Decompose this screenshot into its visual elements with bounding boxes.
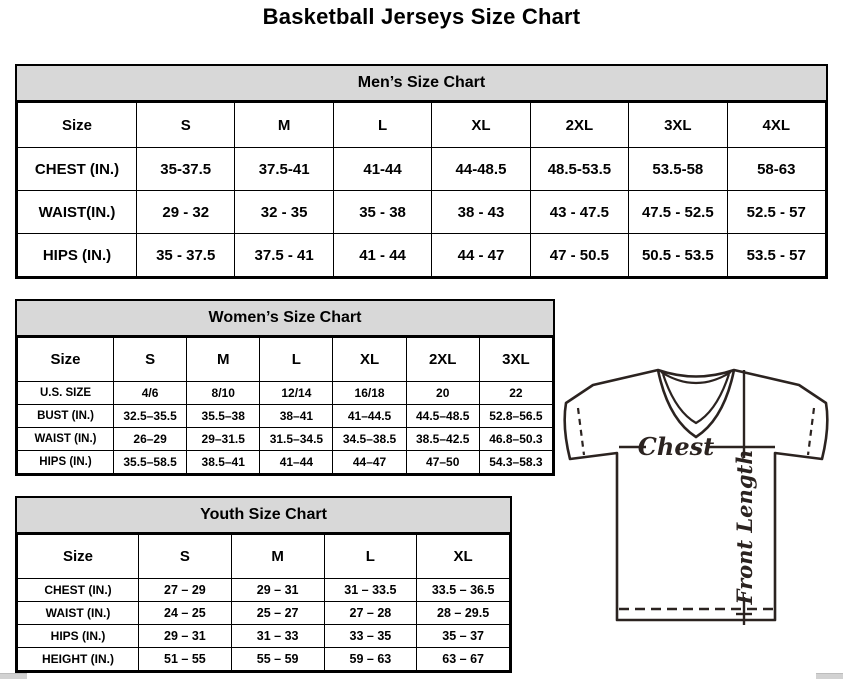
size-column-label: Size: [18, 338, 114, 382]
size-value-cell: 8/10: [187, 382, 260, 405]
size-value-cell: 20: [406, 382, 479, 405]
table-row: [18, 234, 826, 277]
size-value-cell: 29 – 31: [231, 579, 324, 602]
horizontal-scrollbar-fragment-left[interactable]: [0, 673, 27, 679]
size-value-cell: 55 – 59: [231, 648, 324, 671]
row-label: WAIST(IN.): [18, 191, 137, 234]
size-value-cell: 41-44: [333, 148, 431, 191]
front-length-label: Front Length: [732, 449, 757, 605]
size-header-cell: L: [260, 338, 333, 382]
size-value-cell: 46.8–50.3: [479, 428, 552, 451]
size-value-cell: 31 – 33.5: [324, 579, 417, 602]
size-header-cell: L: [333, 103, 431, 148]
jersey-measurement-diagram: [556, 361, 834, 629]
size-value-cell: 4/6: [114, 382, 187, 405]
table-row: [18, 602, 510, 625]
size-header-cell: M: [235, 103, 333, 148]
size-value-cell: 58-63: [727, 148, 825, 191]
row-label: CHEST (IN.): [18, 148, 137, 191]
size-value-cell: 35.5–38: [187, 405, 260, 428]
header-row: [18, 338, 553, 382]
size-value-cell: 35.5–58.5: [114, 451, 187, 474]
size-value-cell: 53.5 - 57: [727, 234, 825, 277]
row-label: HIPS (IN.): [18, 451, 114, 474]
size-value-cell: 52.8–56.5: [479, 405, 552, 428]
size-header-cell: S: [114, 338, 187, 382]
youth-size-chart: [15, 496, 512, 673]
size-value-cell: 59 – 63: [324, 648, 417, 671]
size-value-cell: 28 – 29.5: [417, 602, 510, 625]
mens-chart-title: Men’s Size Chart: [17, 66, 826, 102]
size-header-cell: XL: [432, 103, 530, 148]
table-row: [18, 625, 510, 648]
size-value-cell: 26–29: [114, 428, 187, 451]
size-value-cell: 27 – 28: [324, 602, 417, 625]
size-value-cell: 37.5 - 41: [235, 234, 333, 277]
size-header-cell: M: [187, 338, 260, 382]
size-value-cell: 25 – 27: [231, 602, 324, 625]
youth-chart-title: Youth Size Chart: [17, 498, 510, 534]
row-label: HIPS (IN.): [18, 234, 137, 277]
size-value-cell: 63 – 67: [417, 648, 510, 671]
size-value-cell: 32.5–35.5: [114, 405, 187, 428]
size-value-cell: 22: [479, 382, 552, 405]
table-row: [18, 382, 553, 405]
mens-size-table: [17, 102, 826, 277]
size-value-cell: 29 - 32: [137, 191, 235, 234]
size-value-cell: 33 – 35: [324, 625, 417, 648]
table-row: [18, 579, 510, 602]
size-value-cell: 41 - 44: [333, 234, 431, 277]
size-value-cell: 31 – 33: [231, 625, 324, 648]
size-column-label: Size: [18, 535, 139, 579]
size-value-cell: 37.5-41: [235, 148, 333, 191]
size-header-cell: 3XL: [479, 338, 552, 382]
size-value-cell: 44 - 47: [432, 234, 530, 277]
size-value-cell: 41–44: [260, 451, 333, 474]
size-value-cell: 38–41: [260, 405, 333, 428]
size-header-cell: XL: [333, 338, 406, 382]
size-value-cell: 35 - 38: [333, 191, 431, 234]
row-label: WAIST (IN.): [18, 602, 139, 625]
jersey-outline-icon: [565, 370, 828, 620]
size-value-cell: 34.5–38.5: [333, 428, 406, 451]
table-row: [18, 451, 553, 474]
size-value-cell: 52.5 - 57: [727, 191, 825, 234]
page-title: Basketball Jerseys Size Chart: [262, 4, 581, 29]
size-value-cell: 31.5–34.5: [260, 428, 333, 451]
table-row: [18, 405, 553, 428]
size-value-cell: 24 – 25: [139, 602, 232, 625]
table-row: [18, 148, 826, 191]
size-value-cell: 35 - 37.5: [137, 234, 235, 277]
womens-chart-title: Women’s Size Chart: [17, 301, 553, 337]
youth-size-table: [17, 534, 510, 671]
size-value-cell: 33.5 – 36.5: [417, 579, 510, 602]
size-column-label: Size: [18, 103, 137, 148]
size-value-cell: 38 - 43: [432, 191, 530, 234]
size-value-cell: 35 – 37: [417, 625, 510, 648]
size-header-cell: M: [231, 535, 324, 579]
size-value-cell: 47–50: [406, 451, 479, 474]
size-value-cell: 44–47: [333, 451, 406, 474]
size-header-cell: 2XL: [406, 338, 479, 382]
size-value-cell: 47.5 - 52.5: [629, 191, 727, 234]
size-value-cell: 16/18: [333, 382, 406, 405]
mens-size-chart: [15, 64, 828, 279]
size-header-cell: 3XL: [629, 103, 727, 148]
size-value-cell: 53.5-58: [629, 148, 727, 191]
size-value-cell: 50.5 - 53.5: [629, 234, 727, 277]
row-label: BUST (IN.): [18, 405, 114, 428]
horizontal-scrollbar-fragment-right[interactable]: [816, 673, 843, 679]
table-row: [18, 191, 826, 234]
size-value-cell: 32 - 35: [235, 191, 333, 234]
size-header-cell: XL: [417, 535, 510, 579]
womens-size-chart: [15, 299, 555, 476]
size-value-cell: 27 – 29: [139, 579, 232, 602]
table-row: [18, 648, 510, 671]
header-row: [18, 535, 510, 579]
size-header-cell: S: [139, 535, 232, 579]
row-label: CHEST (IN.): [18, 579, 139, 602]
size-value-cell: 48.5-53.5: [530, 148, 628, 191]
row-label: HIPS (IN.): [18, 625, 139, 648]
size-value-cell: 29–31.5: [187, 428, 260, 451]
size-value-cell: 51 – 55: [139, 648, 232, 671]
size-value-cell: 35-37.5: [137, 148, 235, 191]
row-label: HEIGHT (IN.): [18, 648, 139, 671]
size-header-cell: 4XL: [727, 103, 825, 148]
size-value-cell: 12/14: [260, 382, 333, 405]
size-value-cell: 41–44.5: [333, 405, 406, 428]
chest-label: Chest: [637, 432, 715, 461]
size-value-cell: 38.5–42.5: [406, 428, 479, 451]
size-value-cell: 44.5–48.5: [406, 405, 479, 428]
size-value-cell: 43 - 47.5: [530, 191, 628, 234]
row-label: U.S. SIZE: [18, 382, 114, 405]
size-header-cell: L: [324, 535, 417, 579]
size-value-cell: 47 - 50.5: [530, 234, 628, 277]
size-value-cell: 44-48.5: [432, 148, 530, 191]
size-value-cell: 38.5–41: [187, 451, 260, 474]
table-row: [18, 428, 553, 451]
header-row: [18, 103, 826, 148]
womens-size-table: [17, 337, 553, 474]
size-header-cell: S: [137, 103, 235, 148]
size-header-cell: 2XL: [530, 103, 628, 148]
size-value-cell: 29 – 31: [139, 625, 232, 648]
row-label: WAIST (IN.): [18, 428, 114, 451]
size-value-cell: 54.3–58.3: [479, 451, 552, 474]
